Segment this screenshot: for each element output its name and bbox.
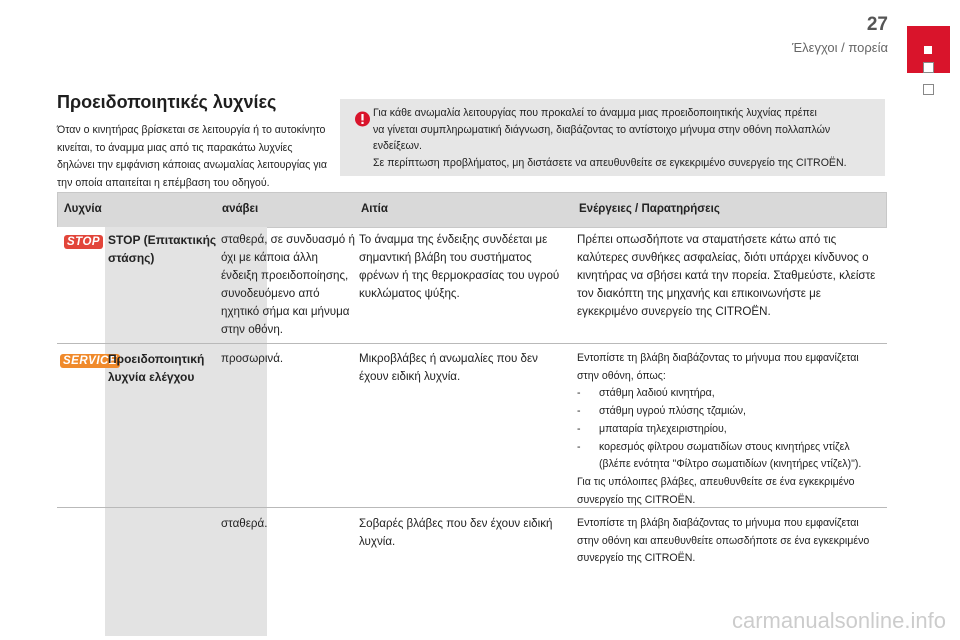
lights-cell: σταθερά. xyxy=(221,517,268,530)
list-item: - στάθμη λαδιού κινητήρα, xyxy=(577,385,882,403)
action-list xyxy=(577,385,882,474)
watermark: carmanualsonline.info xyxy=(731,608,946,633)
page-number: 27 xyxy=(866,14,888,35)
action-cell: Πρέπει οπωσδήποτε να σταματήσετε κάτω από τις καλύτερες συνθήκες ασφαλείας, διότι υπάρχει κίνδυνος ο κινητήρας να σβήσει κατά την πορεία. Σταθμεύστε, κλείστε τον διακόπτη της μηχανής και επικοινωνήστε με εγκεκριμένο συνεργείο της CITROËN. xyxy=(577,233,876,318)
action-outro: Για τις υπόλοιπες βλάβες, απευθυνθείτε σε ένα εγκεκριμένο συνεργείο της CITROËN. xyxy=(577,475,855,506)
nav-square-icon[interactable] xyxy=(923,62,934,73)
header-actions: Ενέργειες / Παρατηρήσεις xyxy=(579,203,720,215)
page-title: Προειδοποιητικές λυχνίες xyxy=(57,92,277,112)
action-cell: Εντοπίστε τη βλάβη διαβάζοντας το μήνυμα που εμφανίζεται στην οθόνη και απευθυνθείτε οπωσδήποτε σε ένα εγκεκριμένο συνεργείο της CITROËN. xyxy=(577,517,870,565)
list-item: - μπαταρία τηλεχειριστηρίου, xyxy=(577,421,882,439)
header-lights: ανάβει xyxy=(222,203,259,215)
section-title: Έλεγχοι / πορεία xyxy=(791,40,888,55)
cause-cell: Μικροβλάβες ή ανωμαλίες που δεν έχουν ειδική λυχνία. xyxy=(359,352,538,383)
table-header xyxy=(57,192,887,228)
cause-cell: Σοβαρές βλάβες που δεν έχουν ειδική λυχνία. xyxy=(359,517,553,548)
warning-line: Σε περίπτωση προβλήματος, μη διστάσετε να απευθυνθείτε σε εγκεκριμένο συνεργείο της CITROËN. xyxy=(373,157,847,170)
intro-paragraph: Όταν ο κινητήρας βρίσκεται σε λειτουργία ή το αυτοκίνητο κινείται, το άναμμα μιας από τις παρακάτω λυχνίες δηλώνει την εμφάνιση κάποιας ανωμαλίας λειτουργίας για την οποία απαιτείται η επέμβαση του οδηγού. xyxy=(57,124,328,189)
warning-line: Για κάθε ανωμαλία λειτουργίας που προκαλεί το άναμμα μιας προειδοποιητικής λυχνίας πρέπει xyxy=(373,107,817,119)
warning-line: ενδείξεων. xyxy=(373,140,422,153)
lights-cell: σταθερά, σε συνδυασμό ή όχι με κάποια άλλη ένδειξη προειδοποίησης, συνοδευόμενο από ηχητικό σήμα και μήνυμα στην οθόνη. xyxy=(221,233,355,336)
header-lamp: Λυχνία xyxy=(64,203,102,215)
lights-cell: προσωρινά. xyxy=(221,352,284,365)
lamp-label: STOP (Επιτακτικής στάσης) xyxy=(108,233,217,265)
nav-square-icon[interactable] xyxy=(923,84,934,95)
header-cause: Αιτία xyxy=(361,203,388,215)
warning-box xyxy=(340,99,885,176)
row-divider xyxy=(57,343,887,344)
row-divider xyxy=(57,507,887,508)
list-item: - κορεσμός φίλτρου σωματιδίων στους κινητήρες ντίζελ (βλέπε ενότητα "Φίλτρο σωματιδίων (κινητήρες ντίζελ)"). xyxy=(577,439,882,474)
lamp-label: Προειδοποιητική λυχνία ελέγχου xyxy=(108,352,205,384)
list-item: - στάθμη υγρού πλύσης τζαμιών, xyxy=(577,403,882,421)
stop-badge-icon: STOP xyxy=(64,235,103,249)
tab-square-icon xyxy=(924,46,932,54)
action-intro: Εντοπίστε τη βλάβη διαβάζοντας το μήνυμα που εμφανίζεται στην οθόνη, όπως: xyxy=(577,352,859,382)
cause-cell: Το άναμμα της ένδειξης συνδέεται με σημαντική βλάβη του συστήματος φρένων ή της θερμοκρασίας του υγρού κυκλώματος ψύξης. xyxy=(359,233,560,300)
warning-line: να γίνεται συμπληρωματική διάγνωση, διαβάζοντας το αντίστοιχο μήνυμα στην οθόνη πολλαπλών xyxy=(373,123,831,136)
action-cell xyxy=(577,350,882,509)
warning-icon xyxy=(354,111,371,127)
icon-column xyxy=(57,227,105,636)
warning-lamps-table xyxy=(57,192,887,636)
service-badge-icon: SERVICE xyxy=(60,354,120,368)
